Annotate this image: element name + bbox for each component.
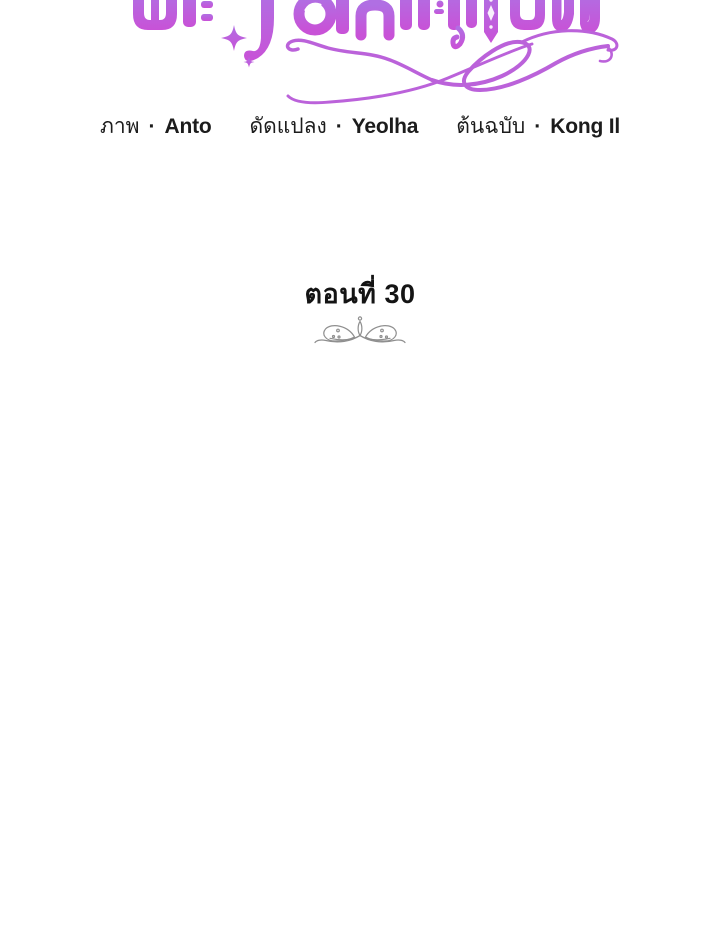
credit-artist-name: Anto bbox=[164, 115, 212, 138]
divider bbox=[0, 314, 720, 346]
credit-original-author-name: Kong Il bbox=[550, 115, 620, 138]
credit-role-label: ต้นฉบับ bbox=[456, 115, 526, 138]
credit-role-label: ภาพ bbox=[100, 115, 140, 138]
series-title-art bbox=[0, 0, 720, 115]
credit-separator: · bbox=[335, 115, 343, 138]
credit-separator: · bbox=[148, 115, 156, 138]
credit-original bbox=[456, 112, 620, 142]
episode-title: ตอนที่ 30 bbox=[304, 279, 416, 309]
sparkle-icon bbox=[221, 25, 255, 68]
credit-role-label: ดัดแปลง bbox=[249, 115, 327, 138]
credit-adaptation bbox=[250, 112, 419, 142]
credit-adapter-name: Yeolha bbox=[351, 115, 419, 138]
credit-separator: · bbox=[534, 115, 542, 138]
calligraphic-divider-icon bbox=[313, 314, 407, 346]
credit-art bbox=[100, 112, 212, 142]
